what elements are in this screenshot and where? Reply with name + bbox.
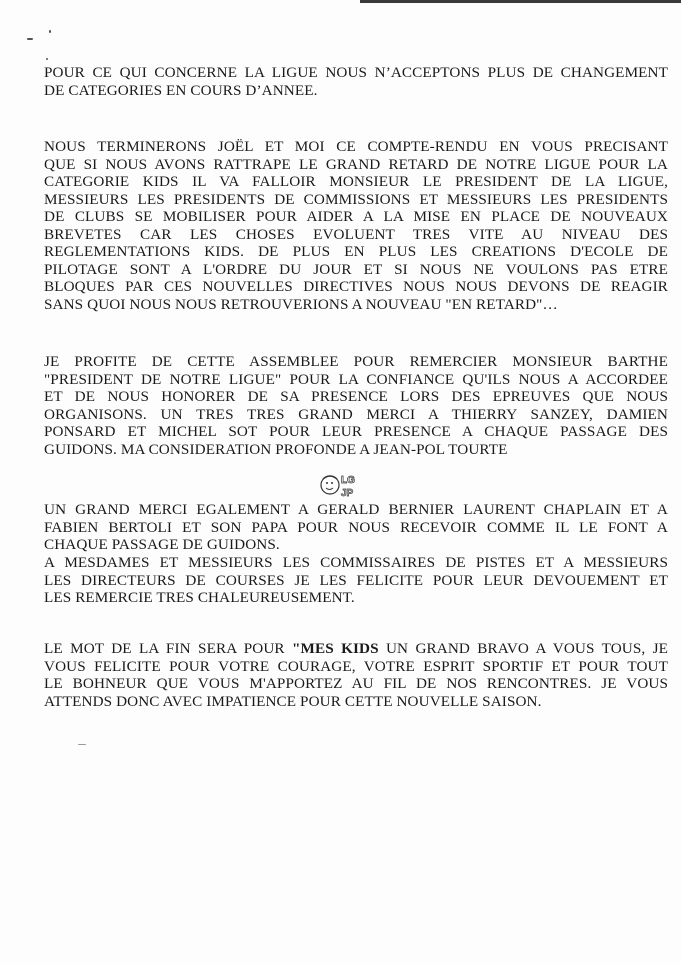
- text-line: CHAQUE PASSAGE DE GUIDONS.: [44, 536, 280, 553]
- scan-speck: [46, 58, 48, 60]
- text-line: UN GRAND MERCI EGALEMENT A GERALD BERNIER LAURENT CHAPLAIN ET A: [44, 501, 668, 518]
- text-line: GUIDONS. MA CONSIDERATION PROFONDE A JEAN-POL TOURTE: [44, 440, 508, 458]
- text-line: LES DIRECTEURS DE COURSES JE LES FELICITE POUR LEUR DEVOUEMENT ET: [44, 571, 668, 589]
- text-fragment: LE MOT DE LA FIN SERA POUR: [44, 640, 293, 657]
- text-line: LE BOHNEUR QUE VOUS M'APPORTEZ AU FIL DE NOS RENCONTRES. JE VOUS: [44, 675, 668, 692]
- text-line: JE PROFITE DE CETTE ASSEMBLEE POUR REMERCIER MONSIEUR BARTHE: [44, 353, 668, 370]
- paragraph-categories: [44, 64, 668, 99]
- logo-text-bottom: JP: [341, 488, 354, 499]
- paragraph-thanks-hosts: [44, 501, 668, 554]
- text-line: ORGANISONS. UN TRES TRES GRAND MERCI A THIERRY SANZEY, DAMIEN: [44, 405, 668, 423]
- text-line: "PRESIDENT DE NOTRE LIGUE" POUR LA CONFIANCE QU'ILS NOUS A ACCORDEE: [44, 370, 668, 388]
- text-line: ATTENDS DONC AVEC IMPATIENCE POUR CETTE NOUVELLE SAISON.: [44, 692, 542, 710]
- text-line: LES REMERCIE TRES CHALEUREUSEMENT.: [44, 589, 355, 606]
- paragraph-thanks-president: [44, 353, 668, 458]
- top-edge-line: [360, 0, 681, 3]
- text-fragment: UN GRAND BRAVO A VOUS TOUS, JE: [378, 640, 668, 657]
- text-line: NOUS TERMINERONS JOËL ET MOI CE COMPTE-RENDU EN VOUS PRECISANT: [44, 138, 668, 155]
- text-line: SANS QUOI NOUS NOUS RETROUVERIONS A NOUVEAU "EN RETARD"…: [44, 295, 558, 313]
- text-line: PONSARD ET MICHEL SOT POUR LEUR PRESENCE A CHAQUE PASSAGE DES: [44, 423, 668, 440]
- text-line: DE CLUBS SE MOBILISER POUR AIDER A LA MISE EN PLACE DE NOUVEAUX: [44, 208, 668, 225]
- text-line: PILOTAGE SONT A L'ORDRE DU JOUR ET SI NOUS NE VOULONS PAS ETRE: [44, 260, 668, 278]
- lgjp-logo: [319, 470, 361, 500]
- text-line: QUE SI NOUS AVONS RATTRAPE LE GRAND RETARD DE NOTRE LIGUE POUR LA: [44, 155, 668, 173]
- paragraph-mes-kids: [44, 640, 668, 710]
- text-line: POUR CE QUI CONCERNE LA LIGUE NOUS N’ACCEPTONS PLUS DE CHANGEMENT: [44, 64, 668, 81]
- text-line: CATEGORIE KIDS IL VA FALLOIR MONSIEUR LE PRESIDENT DE LA LIGUE,: [44, 173, 668, 190]
- logo-text-top: LG: [341, 475, 355, 486]
- text-line: FABIEN BERTOLI ET SON PAPA POUR NOUS RECEVOIR COMME IL LE FONT A: [44, 518, 668, 536]
- scan-speck: [27, 38, 33, 40]
- paragraph-report-conclusion: [44, 138, 668, 313]
- text-line: BREVETES CAR LES CHOSES EVOLUENT TRES VITE AU NIVEAU DES: [44, 225, 668, 243]
- text-line: [44, 640, 668, 658]
- scan-speck: [78, 744, 86, 745]
- bold-mes-kids: "MES KIDS: [292, 640, 379, 657]
- scan-speck: [49, 30, 51, 33]
- text-line: REGLEMENTATIONS KIDS. DE PLUS EN PLUS LES CREATIONS D'ECOLE DE: [44, 243, 668, 260]
- paragraph-thanks-commissaires: [44, 554, 668, 607]
- text-line: MESSIEURS LES PRESIDENTS DE COMMISSIONS ET MESSIEURS LES PRESIDENTS: [44, 190, 668, 208]
- text-line: BLOQUES PAR CES NOUVELLES DIRECTIVES NOUS NOUS DEVONS DE REAGIR: [44, 278, 668, 295]
- text-line: ET DE NOUS HONORER DE SA PRESENCE LORS DES EPREUVES QUE NOUS: [44, 388, 668, 405]
- text-line: DE CATEGORIES EN COURS D’ANNEE.: [44, 81, 318, 99]
- text-line: VOUS FELICITE POUR VOTRE COURAGE, VOTRE ESPRIT SPORTIF ET POUR TOUT: [44, 657, 668, 675]
- text-line: A MESDAMES ET MESSIEURS LES COMMISSAIRES DE PISTES ET A MESSIEURS: [44, 554, 668, 571]
